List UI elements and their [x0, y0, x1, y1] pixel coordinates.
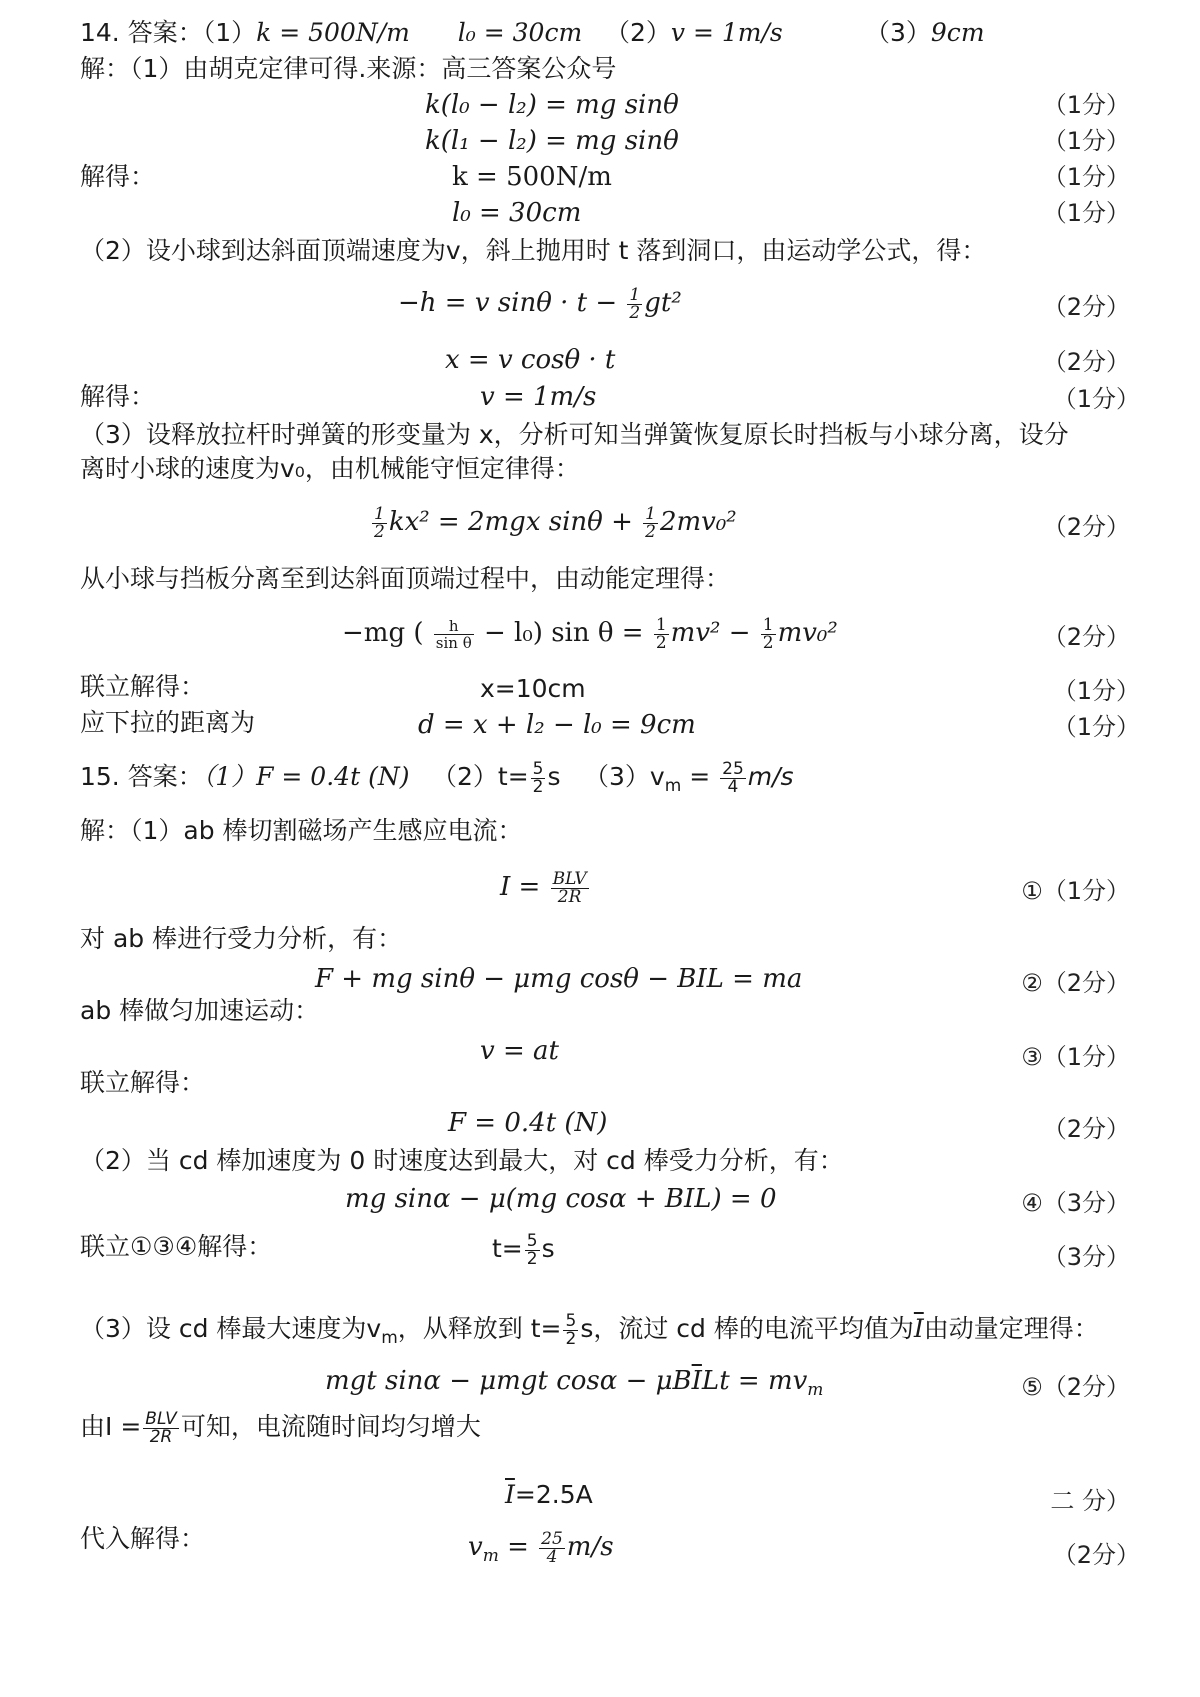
q15-ans3-a: （3）v — [584, 762, 665, 791]
q15-solve-label-1: 联立解得： — [80, 1068, 206, 1097]
q14-part3-line2: 离时小球的速度为v₀，由机械能守恒定律得： — [80, 454, 580, 483]
frac-num: 5 — [526, 1230, 538, 1251]
q14-res-v: v = 1m/s — [480, 382, 597, 412]
frac-num: 1 — [645, 503, 656, 524]
fraction-25-4 — [539, 1528, 565, 1567]
frac-num: BLV — [145, 1408, 177, 1429]
frac-den: 2 — [762, 632, 774, 653]
q15-ans3-c: m/s — [747, 762, 794, 791]
q14-eq-energy-b: 2mv₀² — [659, 507, 737, 537]
q15-part3-c: s，流过 cd 棒的电流平均值为 — [580, 1314, 914, 1343]
q15-res-F: F = 0.4t (N) — [448, 1108, 608, 1138]
q15-res-ibar-score: 二 分） — [1050, 1487, 1130, 1515]
fraction-five-halves — [531, 758, 546, 797]
q14-ans-part1-label: （1） — [202, 18, 257, 47]
q15-eq-momentum-ibar: $\overline{I}$ — [691, 1366, 702, 1396]
q14-eq-ke — [342, 616, 838, 652]
q15-ans3-sub: m — [664, 776, 682, 796]
q15-res-vm-c: m/s — [566, 1532, 614, 1562]
q14-res-l0-score: （1分） — [1042, 199, 1130, 227]
q15-eq-v-score: ③（1分） — [1021, 1043, 1130, 1071]
q15-eq-momentum-a: mgt sinα − μmgt cosα − μB — [325, 1366, 692, 1396]
fraction-blv-2r — [551, 868, 589, 907]
frac-den: 2 — [532, 776, 544, 797]
q14-ans-v: v = 1m/s — [670, 18, 783, 47]
q15-part3-a: （3）设 cd 棒最大速度为v — [80, 1314, 382, 1343]
fraction-half — [627, 284, 642, 323]
q15-ans3 — [584, 760, 794, 803]
q15-eq-momentum-score: ⑤（2分） — [1021, 1373, 1130, 1401]
q14-answer-line — [80, 16, 582, 50]
q14-answer-part2 — [605, 16, 783, 50]
frac-num: 5 — [565, 1310, 577, 1331]
q14-eq-ke-b: − l₀) sin θ = — [484, 618, 644, 648]
frac-den: 2 — [526, 1248, 538, 1269]
q15-ans3-b: = — [689, 762, 711, 791]
q14-eq-x: x = v cosθ · t — [445, 345, 616, 375]
q15-res-t — [492, 1232, 555, 1268]
q15-solve-label-3: 代入解得： — [80, 1524, 206, 1553]
q14-ans-9cm: 9cm — [930, 18, 985, 47]
q14-res-k-score: （1分） — [1042, 163, 1130, 191]
q15-res-vm-a: v — [468, 1532, 483, 1562]
q14-eq-h-right: gt² — [644, 288, 682, 318]
q15-res-F-score: （2分） — [1042, 1115, 1130, 1143]
frac-num: 25 — [541, 1528, 563, 1549]
frac-den: 2 — [565, 1328, 577, 1349]
q14-eq-h — [398, 286, 682, 322]
q14-res-v-score: （1分） — [1052, 385, 1140, 413]
q14-res-x: x=10cm — [480, 674, 586, 703]
q15-res-t-a: t= — [492, 1234, 523, 1263]
q15-current-a: 由I = — [80, 1412, 142, 1441]
q14-sol-intro: 解：（1）由胡克定律可得.来源：高三答案公众号 — [80, 54, 617, 83]
q15-eq-I — [500, 870, 591, 906]
q15-eq-I-lhs: I = — [500, 872, 541, 902]
fraction-blv-2r — [143, 1408, 179, 1447]
q15-answer-label: 15. 答案： — [80, 762, 203, 791]
q15-eq-v: v = at — [480, 1036, 559, 1066]
fraction-five-halves — [563, 1310, 578, 1349]
q14-eq-x-score: （2分） — [1042, 348, 1130, 376]
q14-eq-h-score: （2分） — [1042, 293, 1130, 321]
q14-res-l0: l₀ = 30cm — [452, 198, 582, 228]
q14-eq-h-left: −h = v sinθ · t − — [398, 288, 618, 318]
q15-eq-cd-score: ④（3分） — [1021, 1189, 1130, 1217]
q14-eq1-score: （1分） — [1042, 91, 1130, 119]
q14-solve-label-3: 联立解得： — [80, 672, 206, 701]
q15-current-b: 可知，电流随时间均匀增大 — [180, 1412, 481, 1441]
q14-res-d: d = x + l₂ − l₀ = 9cm — [418, 710, 696, 740]
fraction-five-halves — [525, 1230, 540, 1269]
frac-num: 1 — [629, 284, 641, 305]
q15-part3-d: 由动量定理得： — [923, 1314, 1099, 1343]
fraction-half — [761, 614, 776, 653]
q15-ans2-b: s — [547, 762, 561, 791]
frac-den: 2 — [645, 521, 656, 542]
q14-solve-label-1: 解得： — [80, 162, 156, 191]
q15-res-vm-b: = — [507, 1532, 529, 1562]
frac-num: 25 — [722, 758, 744, 779]
q14-part2-intro: （2）设小球到达斜面顶端速度为v，斜上抛用时 t 落到洞口，由运动学公式，得： — [80, 236, 987, 265]
frac-den: 2R — [149, 1426, 173, 1447]
q14-ans-k: k = 500N/m — [256, 18, 410, 47]
q14-solve-label-2: 解得： — [80, 382, 156, 411]
q15-res-vm-score: （2分） — [1052, 1541, 1140, 1569]
q14-ans-l0: l₀ = 30cm — [457, 18, 583, 47]
q14-eq-ke-score: （2分） — [1042, 623, 1130, 651]
q15-answer-line — [80, 760, 409, 794]
frac-den: 4 — [546, 1546, 558, 1567]
q14-res-d-score: （1分） — [1052, 713, 1140, 741]
frac-num: 1 — [762, 614, 774, 635]
frac-den: sin θ — [435, 633, 472, 652]
q14-eq-energy-a: kx² = 2mgx sinθ + — [388, 507, 633, 537]
frac-num: 5 — [532, 758, 544, 779]
q14-res-x-score: （1分） — [1052, 677, 1140, 705]
frac-num: 1 — [374, 503, 385, 524]
q15-current-line — [80, 1410, 481, 1446]
q14-answer-label: 14. 答案： — [80, 18, 203, 47]
q15-res-t-b: s — [541, 1234, 555, 1263]
q15-res-t-score: （3分） — [1042, 1243, 1130, 1271]
q15-ans1: （1）F = 0.4t (N) — [202, 762, 410, 791]
q14-eq-ke-d: mv₀² — [777, 618, 838, 648]
q15-eq-momentum-b: Lt = mv — [701, 1366, 808, 1396]
q14-eq-ke-a: −mg ( — [342, 618, 424, 648]
frac-num: h — [434, 618, 474, 635]
q15-part3-b: ，从释放到 t= — [397, 1314, 562, 1343]
q14-answer-part3 — [865, 16, 985, 50]
q15-solve-label-2: 联立①③④解得： — [80, 1232, 273, 1261]
q15-part3-intro — [80, 1312, 1099, 1355]
q15-eq-momentum-sub: m — [807, 1380, 824, 1401]
q14-eq1: k(l₀ − l₂) = mg sinθ — [425, 90, 679, 120]
q15-force-intro: 对 ab 棒进行受力分析，有： — [80, 924, 403, 953]
q14-ans-part2-label: （2） — [605, 18, 671, 47]
q15-part2-intro: （2）当 cd 棒加速度为 0 时速度达到最大，对 cd 棒受力分析，有： — [80, 1146, 844, 1175]
q14-eq-ke-c: mv² − — [670, 618, 751, 648]
q15-res-vm — [468, 1530, 614, 1573]
fraction-half — [654, 614, 669, 653]
q14-part3-line1: （3）设释放拉杆时弹簧的形变量为 x，分析可知当弹簧恢复原长时挡板与小球分离，设分 — [80, 420, 1069, 449]
q15-eq-I-score: ①（1分） — [1021, 877, 1130, 905]
frac-num: 1 — [655, 614, 667, 635]
q15-res-vm-sub: m — [482, 1546, 499, 1567]
q15-eq-force-score: ②（2分） — [1021, 969, 1130, 997]
q15-ans2-a: （2）t= — [432, 762, 529, 791]
frac-num: BLV — [552, 868, 587, 889]
frac-den: 2 — [655, 632, 667, 653]
q14-pull-label: 应下拉的距离为 — [80, 708, 256, 737]
q15-sol-intro: 解：（1）ab 棒切割磁场产生感应电流： — [80, 816, 523, 845]
q15-ans2 — [432, 760, 561, 796]
q14-eq2: k(l₁ − l₂) = mg sinθ — [425, 126, 679, 156]
q15-eq-cd: mg sinα − μ(mg cosα + BIL) = 0 — [345, 1184, 777, 1214]
fraction-25-4 — [720, 758, 746, 797]
q14-eq-energy-score: （2分） — [1042, 513, 1130, 541]
frac-den: 2 — [374, 521, 385, 542]
q14-part3-line3: 从小球与挡板分离至到达斜面顶端过程中，由动能定理得： — [80, 564, 731, 593]
q14-eq2-score: （1分） — [1042, 127, 1130, 155]
fraction-h-sin — [434, 618, 474, 651]
q15-res-ibar — [505, 1478, 593, 1512]
fraction-half — [643, 503, 658, 542]
fraction-half — [372, 503, 387, 542]
q15-part3-ibar: $\overline{I}$ — [913, 1314, 924, 1343]
q15-res-ibar-value: =2.5A — [514, 1480, 593, 1509]
q15-part3-sub: m — [381, 1328, 398, 1348]
q14-res-k: k = 500N/m — [452, 162, 612, 192]
frac-den: 2 — [629, 302, 641, 323]
q15-eq-force: F + mg sinθ − μmg cosθ − BIL = ma — [315, 964, 803, 994]
q15-eq-momentum — [325, 1364, 823, 1407]
q14-ans-part3-label: （3） — [865, 18, 931, 47]
q14-eq-energy — [370, 505, 737, 541]
q15-accel-intro: ab 棒做匀加速运动： — [80, 996, 320, 1025]
frac-den: 2R — [557, 886, 582, 907]
q15-res-ibar-symbol: $\overline{I}$ — [505, 1480, 515, 1509]
frac-den: 4 — [727, 776, 739, 797]
